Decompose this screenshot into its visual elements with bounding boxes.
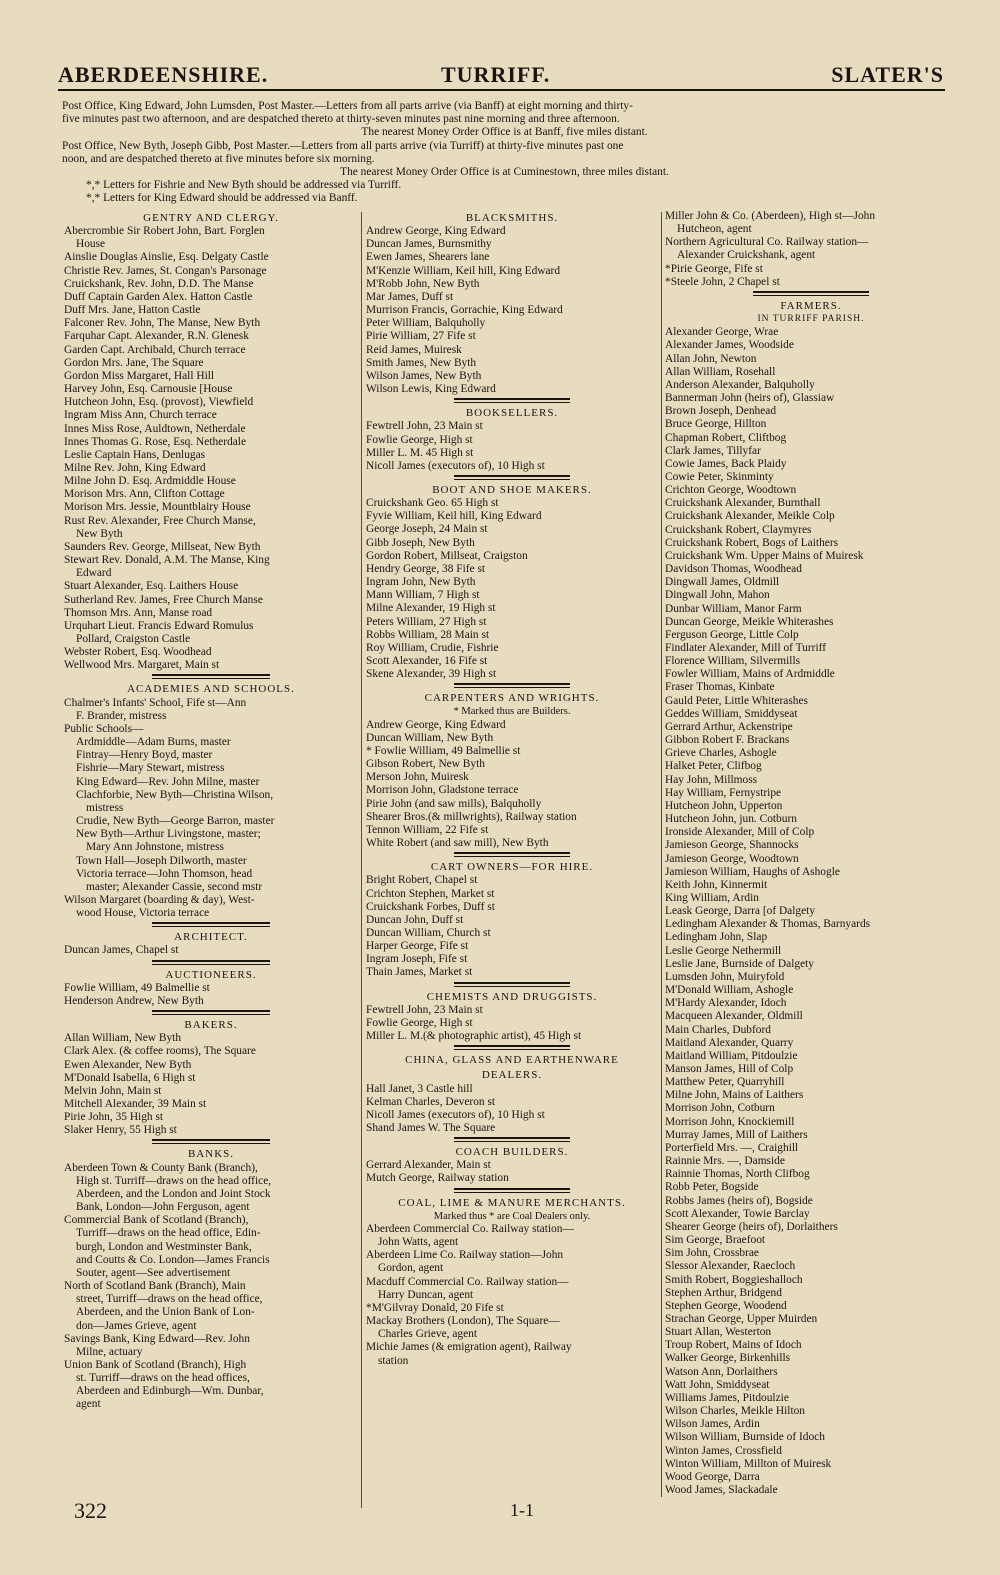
directory-entry: *Steele John, 2 Chapel st xyxy=(665,275,780,288)
publisher-header: SLATER'S xyxy=(831,62,944,87)
directory-entry: Cruickshank Alexander, Meikle Colp xyxy=(665,510,835,523)
directory-entry: Gerrard Arthur, Ackenstripe xyxy=(665,720,793,733)
directory-entry: Wood James, Slackadale xyxy=(665,1484,778,1496)
section-rule xyxy=(366,681,658,690)
directory-entry: Sim George, Braefoot xyxy=(665,1234,766,1247)
money-order-banff: The nearest Money Order Office is at Banff, five miles distant. xyxy=(361,126,648,139)
directory-entry: Fowler William, Mains of Ardmiddle xyxy=(665,668,835,681)
directory-entry: M'Donald William, Ashogle xyxy=(665,984,794,997)
entry-continuation: John Watts, agent xyxy=(378,1236,459,1249)
directory-entry: North of Scotland Bank (Branch), Main xyxy=(64,1280,246,1293)
section-note: Marked thus * are Coal Dealers only. xyxy=(433,1210,591,1222)
directory-entry: George Joseph, 24 Main st xyxy=(366,523,488,536)
county-header: ABERDEENSHIRE. xyxy=(58,62,269,87)
section-heading: BANKS. xyxy=(187,1148,235,1161)
entry-continuation: agent xyxy=(76,1398,101,1411)
entry-continuation: Souter, agent—See advertisement xyxy=(76,1266,231,1279)
directory-entry: Clark Alex. (& coffee rooms), The Square xyxy=(64,1045,256,1058)
section-heading: BOOKSELLERS. xyxy=(465,407,559,420)
directory-entry: *Pirie George, Fife st xyxy=(665,262,763,275)
directory-entry: Slessor Alexander, Raecloch xyxy=(665,1260,796,1273)
directory-entry: Fowlie George, High st xyxy=(366,1016,473,1029)
directory-entry: Cruickshank Robert, Claymyres xyxy=(665,523,812,536)
directory-entry: Miller L. M. 45 High st xyxy=(366,446,474,459)
section-rule xyxy=(64,672,358,681)
section-rule xyxy=(64,920,358,929)
section-rule xyxy=(366,850,658,859)
entry-continuation: Edward xyxy=(76,567,112,580)
entry-continuation: House xyxy=(76,238,106,251)
entry-continuation: burgh, London and Westminster Bank, xyxy=(76,1240,252,1253)
directory-entry: Sim John, Crossbrae xyxy=(665,1247,759,1260)
directory-entry: Ingram Joseph, Fife st xyxy=(366,953,468,966)
directory-entry: Cowie James, Back Plaidy xyxy=(665,457,787,470)
directory-entry: Gordon Miss Margaret, Hall Hill xyxy=(64,369,215,382)
directory-entry: Melvin John, Main st xyxy=(64,1084,162,1097)
directory-entry: Crichton George, Woodtown xyxy=(665,484,797,497)
section-heading: FARMERS. xyxy=(780,299,842,312)
section-subheading: IN TURRIFF PARISH. xyxy=(757,314,865,325)
column-right xyxy=(665,210,957,1500)
directory-entry: Walker George, Birkenhills xyxy=(665,1352,791,1365)
entry-continuation: Gordon, agent xyxy=(378,1262,444,1275)
directory-entry: Findlater Alexander, Mill of Turriff xyxy=(665,642,827,654)
directory-entry: Allan William, New Byth xyxy=(64,1032,182,1045)
entry-continuation: Turriff—draws on the head office, Edin- xyxy=(76,1227,261,1240)
directory-entry: Macduff Commercial Co. Railway station— xyxy=(366,1275,569,1288)
entry-continuation: Alexander Cruickshank, agent xyxy=(677,249,816,262)
directory-entry: Murray James, Mill of Laithers xyxy=(665,1128,808,1141)
directory-entry: Duff Captain Garden Alex. Hatton Castle xyxy=(64,290,253,303)
directory-entry: Hutcheon John, Upperton xyxy=(665,799,783,812)
column-left xyxy=(64,210,358,1520)
directory-entry: Davidson Thomas, Woodhead xyxy=(665,563,802,576)
directory-entry: Mar James, Duff st xyxy=(366,290,454,303)
page-number: 322 xyxy=(74,1498,107,1523)
directory-entry: Pirie John, 35 High st xyxy=(64,1111,164,1124)
directory-entry: Wilson Lewis, King Edward xyxy=(366,383,496,396)
directory-entry: Fyvie William, Keil hill, King Edward xyxy=(366,510,542,523)
entry-continuation: Mary Ann Johnstone, mistress xyxy=(86,841,224,854)
directory-entry: Cruickshank Robert, Bogs of Laithers xyxy=(665,536,839,549)
directory-entry: Fowlie William, 49 Balmellie st xyxy=(64,981,210,994)
section-heading: AUCTIONEERS. xyxy=(165,968,257,981)
directory-entry: Chapman Robert, Cliftbog xyxy=(665,431,787,444)
directory-entry: Gauld Peter, Little Whiterashes xyxy=(665,694,808,707)
section-heading: CARPENTERS AND WRIGHTS. xyxy=(424,692,600,705)
directory-entry: Jamieson George, Woodtown xyxy=(665,852,799,865)
entry-continuation: Clachforbie, New Byth—Christina Wilson, xyxy=(76,788,274,801)
directory-entry: Abercrombie Sir Robert John, Bart. Forglen xyxy=(64,225,265,238)
entry-continuation: Fintray—Henry Boyd, master xyxy=(76,749,213,762)
directory-entry: Aberdeen Town & County Bank (Branch), xyxy=(64,1161,258,1174)
directory-entry: Saunders Rev. George, Millseat, New Byth xyxy=(64,540,261,553)
directory-entry: Gibbon Robert F. Brackans xyxy=(665,734,790,747)
entry-continuation: Harry Duncan, agent xyxy=(378,1288,474,1301)
directory-entry: Savings Bank, King Edward—Rev. John xyxy=(64,1332,250,1345)
directory-entry: Mitchell Alexander, 39 Main st xyxy=(64,1098,207,1110)
entry-continuation: Crudie, New Byth—George Barron, master xyxy=(76,815,275,828)
directory-entry: Hutcheon John, Esq. (provost), Viewfield xyxy=(64,396,254,409)
directory-entry: Nicoll James (executors of), 10 High st xyxy=(366,1108,545,1121)
entry-continuation: wood House, Victoria terrace xyxy=(76,907,210,920)
directory-entry: Reid James, Muiresk xyxy=(366,343,462,356)
directory-entry: Smith James, New Byth xyxy=(366,356,477,369)
entry-continuation: Charles Grieve, agent xyxy=(378,1328,477,1341)
directory-entry: Skene Alexander, 39 High st xyxy=(366,668,497,681)
directory-entry: Stephen George, Woodend xyxy=(665,1299,787,1312)
entry-continuation: and Coutts & Co. London—James Francis xyxy=(76,1253,270,1266)
directory-entry: Gibson Robert, New Byth xyxy=(366,758,485,771)
directory-entry: Dingwall John, Mahon xyxy=(665,589,770,602)
directory-entry: Bannerman John (heirs of), Glassiaw xyxy=(665,392,835,405)
directory-entry: Manson James, Hill of Colp xyxy=(665,1063,794,1075)
directory-entry: Tennon William, 22 Fife st xyxy=(366,823,489,836)
section-heading: COACH BUILDERS. xyxy=(455,1146,569,1159)
directory-entry: Duncan George, Meikle Whiterashes xyxy=(665,615,834,628)
directory-entry: Milne John, Mains of Laithers xyxy=(665,1089,804,1102)
directory-entry: Jamieson William, Haughs of Ashogle xyxy=(665,865,840,878)
directory-entry: Wood George, Darra xyxy=(665,1470,760,1483)
directory-entry: King William, Ardin xyxy=(665,891,759,904)
directory-entry: Mackay Brothers (London), The Square— xyxy=(366,1315,560,1328)
directory-entry: Commercial Bank of Scotland (Branch), xyxy=(64,1214,249,1227)
directory-entry: Duncan William, New Byth xyxy=(366,731,494,744)
directory-entry: Thomson Mrs. Ann, Manse road xyxy=(64,606,213,619)
section-rule xyxy=(665,289,957,298)
column-divider-2 xyxy=(661,212,662,1497)
entry-continuation: Milne, actuary xyxy=(76,1345,143,1358)
section-heading: GENTRY AND CLERGY. xyxy=(143,212,279,224)
directory-entry: Aberdeen Commercial Co. Railway station— xyxy=(366,1222,574,1235)
directory-entry: Christie Rev. James, St. Congan's Parsonage xyxy=(64,264,267,277)
section-heading: COAL, LIME & MANURE MERCHANTS. xyxy=(398,1196,626,1209)
directory-entry: Cruickshank Wm. Upper Mains of Muiresk xyxy=(665,549,864,562)
directory-entry: White Robert (and saw mill), New Byth xyxy=(366,837,549,850)
directory-entry: Mutch George, Railway station xyxy=(366,1172,509,1185)
directory-entry: M'Donald Isabella, 6 High st xyxy=(64,1071,196,1084)
directory-entry: Allan William, Rosehall xyxy=(665,365,776,378)
directory-entry: Smith Robert, Boggieshalloch xyxy=(665,1273,803,1286)
directory-entry: Innes Miss Rose, Auldtown, Netherdale xyxy=(64,422,246,435)
section-note: * Marked thus are Builders. xyxy=(453,706,571,718)
directory-entry: M'Hardy Alexander, Idoch xyxy=(665,997,787,1010)
section-rule xyxy=(366,980,658,989)
directory-entry: Geddes William, Smiddyseat xyxy=(665,707,798,720)
entry-continuation: Hutcheon, agent xyxy=(677,223,752,236)
directory-entry: Fraser Thomas, Kinbate xyxy=(665,681,775,694)
directory-entry: Duncan William, Church st xyxy=(366,926,491,939)
directory-entry: Hay William, Fernystripe xyxy=(665,786,782,799)
directory-entry: Watson Ann, Dorlaithers xyxy=(665,1365,778,1378)
directory-entry: Maitland Alexander, Quarry xyxy=(665,1036,794,1049)
directory-entry: Miller John & Co. (Aberdeen), High st—John xyxy=(665,210,876,222)
directory-entry: Ledingham Alexander & Thomas, Barnyards xyxy=(665,918,871,931)
directory-entry: Anderson Alexander, Balquholly xyxy=(665,378,815,391)
directory-entry: Jamieson George, Shannocks xyxy=(665,839,799,852)
directory-entry: Stuart Alexander, Esq. Laithers House xyxy=(64,580,239,593)
entry-continuation: Bank, London—John Ferguson, agent xyxy=(76,1201,250,1214)
entry-continuation: Ardmiddle—Adam Burns, master xyxy=(76,736,231,749)
directory-entry: Fowlie George, High st xyxy=(366,433,473,446)
directory-entry: Cruickshank Alexander, Burnthall xyxy=(665,497,821,510)
entry-continuation: master; Alexander Cassie, second mstr xyxy=(86,880,263,893)
section-heading: ACADEMIES AND SCHOOLS. xyxy=(127,683,295,696)
directory-entry: Watt John, Smiddyseat xyxy=(665,1378,770,1391)
section-rule xyxy=(64,1008,358,1017)
directory-entry: Wilson Charles, Meikle Hilton xyxy=(665,1405,806,1418)
directory-entry: M'Kenzie William, Keil hill, King Edward xyxy=(366,264,561,277)
money-order-cuminestown: The nearest Money Order Office is at Cuminestown, three miles distant. xyxy=(340,166,669,179)
section-heading: ARCHITECT. xyxy=(174,931,248,944)
directory-entry: Grieve Charles, Ashogle xyxy=(665,747,777,760)
directory-entry: Public Schools— xyxy=(64,722,144,735)
directory-entry: Alexander George, Wrae xyxy=(665,326,779,339)
directory-entry: Robbs William, 28 Main st xyxy=(366,628,490,641)
directory-entry: Webster Robert, Esq. Woodhead xyxy=(64,646,212,659)
directory-entry: Ingram Miss Ann, Church terrace xyxy=(64,409,217,422)
entry-continuation: New Byth xyxy=(76,527,123,540)
directory-entry: *M'Gilvray Donald, 20 Fife st xyxy=(366,1301,504,1314)
directory-entry: Wellwood Mrs. Margaret, Main st xyxy=(64,659,220,672)
directory-entry: Gordon Robert, Millseat, Craigston xyxy=(366,549,528,562)
section-heading: CHINA, GLASS AND EARTHENWARE xyxy=(405,1054,619,1067)
directory-entry: * Fowlie William, 49 Balmellie st xyxy=(366,744,521,757)
directory-entry: Shearer George (heirs of), Dorlaithers xyxy=(665,1220,838,1233)
directory-entry: Macqueen Alexander, Oldmill xyxy=(665,1010,803,1023)
directory-entry: Ewen Alexander, New Byth xyxy=(64,1058,192,1071)
section-rule xyxy=(366,1135,658,1144)
directory-entry: Bright Robert, Chapel st xyxy=(366,874,478,887)
signature-mark: 1-1 xyxy=(510,1500,534,1520)
directory-entry: Florence William, Silvermills xyxy=(665,655,801,668)
directory-entry: Strachan George, Upper Muirden xyxy=(665,1312,818,1325)
directory-entry: Murrison Francis, Gorrachie, King Edward xyxy=(366,304,563,317)
directory-entry: Duncan James, Burnsmithy xyxy=(366,238,492,251)
directory-entry: Duncan John, Duff st xyxy=(366,913,464,926)
entry-continuation: King Edward—Rev. John Milne, master xyxy=(76,775,260,788)
directory-entry: Sutherland Rev. James, Free Church Manse xyxy=(64,593,263,606)
directory-entry: Fewtrell John, 23 Main st xyxy=(366,1003,483,1016)
entry-continuation: street, Turriff—draws on the head office, xyxy=(76,1293,263,1306)
directory-entry: Maitland William, Pitdoulzie xyxy=(665,1049,798,1062)
section-rule xyxy=(64,1137,358,1146)
directory-entry: Pirie William, 27 Fife st xyxy=(366,330,476,343)
directory-entry: Cruickshank, Rev. John, D.D. The Manse xyxy=(64,277,254,290)
entry-continuation: Aberdeen, and the Union Bank of Lon- xyxy=(76,1306,255,1319)
directory-entry: Gibb Joseph, New Byth xyxy=(366,536,475,549)
directory-entry: Morison Mrs. Jessie, Mountblairy House xyxy=(64,501,251,514)
directory-entry: Union Bank of Scotland (Branch), High xyxy=(64,1358,247,1371)
section-rule xyxy=(366,473,658,482)
directory-entry: Gordon Mrs. Jane, The Square xyxy=(64,356,204,369)
entry-continuation: F. Brander, mistress xyxy=(76,709,167,722)
directory-entry: Morrison John, Gladstone terrace xyxy=(366,784,519,797)
directory-entry: Innes Thomas G. Rose, Esq. Netherdale xyxy=(64,435,246,448)
directory-entry: Wilson James, New Byth xyxy=(366,369,482,382)
entry-continuation: Aberdeen, and the London and Joint Stock xyxy=(76,1187,271,1200)
section-rule xyxy=(366,396,658,405)
directory-entry: Lumsden John, Muiryfold xyxy=(665,970,785,983)
directory-entry: Cowie Peter, Skinminty xyxy=(665,470,774,483)
directory-entry: Clark James, Tillyfar xyxy=(665,444,761,457)
directory-entry: Wilson William, Burnside of Idoch xyxy=(665,1431,825,1444)
directory-entry: Kelman Charles, Deveron st xyxy=(366,1095,496,1108)
section-heading: CART OWNERS—FOR HIRE. xyxy=(430,861,594,874)
directory-entry: Troup Robert, Mains of Idoch xyxy=(665,1339,802,1352)
directory-entry: Main Charles, Dubford xyxy=(665,1023,771,1036)
directory-entry: Rainnie Thomas, North Clifbog xyxy=(665,1168,810,1181)
town-header: TURRIFF. xyxy=(441,62,551,87)
directory-entry: Aberdeen Lime Co. Railway station—John xyxy=(366,1249,564,1262)
directory-entry: Garden Capt. Archibald, Church terrace xyxy=(64,343,246,356)
header-rule xyxy=(58,89,945,91)
directory-entry: Miller L. M.(& photographic artist), 45 High st xyxy=(366,1030,582,1043)
directory-entry: Andrew George, King Edward xyxy=(366,718,506,731)
directory-entry: Shearer Bros.(& millwrights), Railway station xyxy=(366,810,577,823)
entry-continuation: don—James Grieve, agent xyxy=(76,1319,197,1332)
directory-entry: Peter William, Balquholly xyxy=(366,317,486,330)
entry-continuation: High st. Turriff—draws on the head office, xyxy=(76,1174,272,1187)
directory-entry: Merson John, Muiresk xyxy=(366,771,469,784)
directory-entry: Hendry George, 38 Fife st xyxy=(366,562,486,575)
directory-entry: Winton James, Crossfield xyxy=(665,1444,782,1457)
section-heading: BAKERS. xyxy=(184,1019,238,1032)
directory-entry: Gerrard Alexander, Main st xyxy=(366,1159,491,1172)
directory-entry: Leask George, Darra [of Dalgety xyxy=(665,905,816,918)
entry-continuation: Aberdeen and Edinburgh—Wm. Dunbar, xyxy=(76,1385,264,1398)
entry-continuation: New Byth—Arthur Livingstone, master; xyxy=(76,828,261,841)
directory-entry: Dingwall James, Oldmill xyxy=(665,576,780,589)
entry-continuation: Victoria terrace—John Thomson, head xyxy=(76,867,253,880)
directory-entry: Ferguson George, Little Colp xyxy=(665,628,799,641)
directory-entry: Ledingham John, Slap xyxy=(665,931,768,944)
directory-entry: Wilson James, Ardin xyxy=(665,1418,760,1431)
directory-entry: Ainslie Douglas Ainslie, Esq. Delgaty Castle xyxy=(64,251,269,264)
directory-entry: Williams James, Pitdoulzie xyxy=(665,1391,789,1404)
directory-entry: Pirie John (and saw mills), Balquholly xyxy=(366,797,542,810)
directory-entry: Robbs James (heirs of), Bogside xyxy=(665,1194,813,1207)
directory-entry: Harper George, Fife st xyxy=(366,940,469,953)
directory-entry: Halket Peter, Clifbog xyxy=(665,760,762,773)
directory-entry: Nicoll James (executors of), 10 High st xyxy=(366,459,545,472)
directory-entry: Milne Rev. John, King Edward xyxy=(64,461,206,474)
directory-entry: Shand James W. The Square xyxy=(366,1122,496,1134)
directory-entry: Stuart Allan, Westerton xyxy=(665,1326,772,1339)
fishrie-note: *,* Letters for Fishrie and New Byth should be addressed via Turriff. xyxy=(86,179,402,192)
directory-entry: Milne Alexander, 19 High st xyxy=(366,602,496,615)
post-office-notice xyxy=(62,100,947,206)
directory-entry: Ewen James, Shearers lane xyxy=(366,251,490,264)
directory-entry: Leslie George Nethermill xyxy=(665,944,782,957)
directory-entry: Cruickshank Forbes, Duff st xyxy=(366,900,495,913)
directory-entry: M'Robb John, New Byth xyxy=(366,277,480,290)
section-heading: CHEMISTS AND DRUGGISTS. xyxy=(426,990,598,1003)
directory-entry: Northern Agricultural Co. Railway station— xyxy=(665,236,869,249)
directory-entry: Dunbar William, Manor Farm xyxy=(665,602,802,615)
column-divider-1 xyxy=(361,212,362,1508)
directory-entry: Cruickshank Geo. 65 High st xyxy=(366,497,499,510)
post-office-king-edward-cont: five minutes past two afternoon, and are despatched thereto at thirty-seven minutes past nine morning and three afternoon. xyxy=(62,113,620,126)
entry-continuation: Town Hall—Joseph Dilworth, master xyxy=(76,854,247,867)
post-office-king-edward: Post Office, King Edward, John Lumsden, Post Master.—Letters from all parts arrive (via Banff) at eight morning and thirty- xyxy=(62,100,633,112)
directory-entry: Falconer Rev. John, The Manse, New Byth xyxy=(64,317,261,330)
directory-entry: Rainnie Mrs. —, Damside xyxy=(665,1155,785,1168)
directory-entry: Crichton Stephen, Market st xyxy=(366,887,495,900)
directory-entry: Farquhar Capt. Alexander, R.N. Glenesk xyxy=(64,330,249,343)
directory-entry: Alexander James, Woodside xyxy=(665,339,794,352)
directory-entry: Morrison John, Knockiemill xyxy=(665,1115,795,1128)
section-rule xyxy=(366,1043,658,1052)
directory-entry: Milne John D. Esq. Ardmiddle House xyxy=(64,475,236,488)
directory-entry: Wilson Margaret (boarding & day), West- xyxy=(64,893,255,906)
section-heading: DEALERS. xyxy=(481,1069,543,1082)
column-middle xyxy=(366,210,658,1510)
directory-entry: Scott Alexander, Towie Barclay xyxy=(665,1207,810,1220)
directory-entry: Ingram John, New Byth xyxy=(366,576,476,589)
directory-entry: Mann William, 7 High st xyxy=(366,589,480,602)
directory-entry: Allan John, Newton xyxy=(665,352,757,365)
directory-entry: Thain James, Market st xyxy=(366,966,473,979)
directory-entry: Slaker Henry, 55 High st xyxy=(64,1124,177,1137)
king-edward-note: *,* Letters for King Edward should be addressed via Banff. xyxy=(86,192,358,205)
section-heading: BLACKSMITHS. xyxy=(465,212,559,224)
entry-continuation: station xyxy=(378,1354,409,1367)
entry-continuation: Fishrie—Mary Stewart, mistress xyxy=(76,762,225,775)
section-rule xyxy=(64,958,358,967)
directory-entry: Morison Mrs. Ann, Clifton Cottage xyxy=(64,488,225,501)
directory-entry: Ironside Alexander, Mill of Colp xyxy=(665,826,815,839)
post-office-new-byth: Post Office, New Byth, Joseph Gibb, Post Master.—Letters from all parts arrive (via Turriff) at thirty-five minutes past one xyxy=(62,139,624,152)
section-heading: BOOT AND SHOE MAKERS. xyxy=(432,483,592,496)
entry-continuation: mistress xyxy=(86,801,124,814)
directory-entry: Stephen Arthur, Bridgend xyxy=(665,1286,782,1299)
directory-entry: Urquhart Lieut. Francis Edward Romulus xyxy=(64,619,254,632)
directory-entry: Stewart Rev. Donald, A.M. The Manse, King xyxy=(64,554,270,567)
directory-entry: Andrew George, King Edward xyxy=(366,225,506,238)
directory-entry: Rust Rev. Alexander, Free Church Manse, xyxy=(64,514,256,527)
directory-entry: Fewtrell John, 23 Main st xyxy=(366,420,483,433)
directory-entry: Leslie Jane, Burnside of Dalgety xyxy=(665,957,814,970)
directory-entry: Harvey John, Esq. Carnousie [House xyxy=(64,383,233,396)
directory-entry: Chalmer's Infants' School, Fife st—Ann xyxy=(64,696,247,709)
directory-entry: Hall Janet, 3 Castle hill xyxy=(366,1082,473,1095)
directory-entry: Leslie Captain Hans, Denlugas xyxy=(64,448,206,461)
directory-entry: Duff Mrs. Jane, Hatton Castle xyxy=(64,304,201,317)
directory-entry: Morrison John, Cotburn xyxy=(665,1102,775,1115)
directory-entry: Bruce George, Hillton xyxy=(665,418,767,431)
directory-entry: Scott Alexander, 16 Fife st xyxy=(366,655,488,667)
directory-entry: Hay John, Millmoss xyxy=(665,773,758,786)
entry-continuation: Pollard, Craigston Castle xyxy=(76,633,191,645)
directory-entry: Matthew Peter, Quarryhill xyxy=(665,1076,785,1089)
directory-entry: Hutcheon John, jun. Cotburn xyxy=(665,813,797,826)
directory-entry: Porterfield Mrs. —, Craighill xyxy=(665,1141,799,1154)
directory-entry: Robb Peter, Bogside xyxy=(665,1181,759,1194)
directory-entry: Duncan James, Chapel st xyxy=(64,944,179,957)
post-office-new-byth-cont: noon, and are despatched thereto at five minutes before six morning. xyxy=(62,152,375,165)
section-rule xyxy=(366,1186,658,1195)
directory-entry: Keith John, Kinnermit xyxy=(665,878,768,891)
directory-entry: Michie James (& emigration agent), Railway xyxy=(366,1341,572,1354)
directory-entry: Peters William, 27 High st xyxy=(366,615,487,628)
directory-entry: Henderson Andrew, New Byth xyxy=(64,994,204,1007)
directory-entry: Brown Joseph, Denhead xyxy=(665,405,777,418)
directory-entry: Winton William, Millton of Muiresk xyxy=(665,1457,832,1470)
entry-continuation: st. Turriff—draws on the head offices, xyxy=(76,1372,250,1385)
directory-entry: Roy William, Crudie, Fishrie xyxy=(366,641,499,654)
